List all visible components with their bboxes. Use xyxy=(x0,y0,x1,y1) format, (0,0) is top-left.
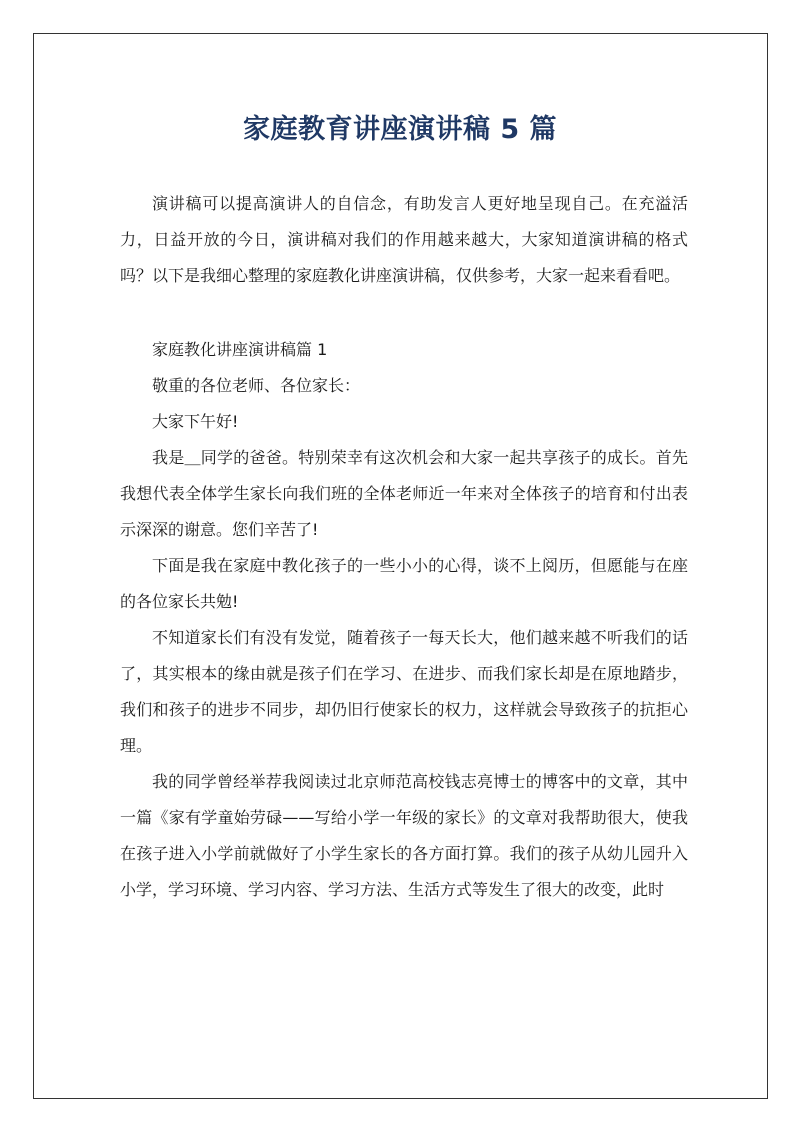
body-paragraph: 我是＿同学的爸爸。特别荣幸有这次机会和大家一起共享孩子的成长。首先我想代表全体学生家长向我们班的全体老师近一年来对全体孩子的培育和付出表示深深的谢意。您们辛苦了! xyxy=(120,448,688,539)
paragraph-spacer xyxy=(120,294,688,332)
section-heading: 家庭教化讲座演讲稿篇 1 xyxy=(152,340,328,359)
salutation: 敬重的各位老师、各位家长： xyxy=(152,376,361,395)
document-title: 家庭教育讲座演讲稿 5 篇 xyxy=(242,114,558,145)
body-paragraph: 我的同学曾经举荐我阅读过北京师范高校钱志亮博士的博客中的文章，其中一篇《家有学童始劳碌——写给小学一年级的家长》的文章对我帮助很大，使我在孩子进入小学前就做好了小学生家长的各方面打算。我们的孩子从幼儿园升入小学，学习环境、学习内容、学习方法、生活方式等发生了很大的改变，此时 xyxy=(120,772,688,899)
greeting: 大家下午好! xyxy=(152,412,239,431)
body-paragraph: 不知道家长们有没有发觉，随着孩子一每天长大，他们越来越不听我们的话了，其实根本的缘由就是孩子们在学习、在进步、而我们家长却是在原地踏步，我们和孩子的进步不同步，却仍旧行使家长的权力，这样就会导致孩子的抗拒心理。 xyxy=(120,628,688,755)
intro-paragraph: 演讲稿可以提高演讲人的自信念，有助发言人更好地呈现自己。在充溢活力，日益开放的今日，演讲稿对我们的作用越来越大，大家知道演讲稿的格式吗？以下是我细心整理的家庭教化讲座演讲稿，仅供参考，大家一起来看看吧。 xyxy=(120,194,688,285)
body-paragraph: 下面是我在家庭中教化孩子的一些小小的心得，谈不上阅历，但愿能与在座的各位家长共勉! xyxy=(120,556,688,611)
document-body xyxy=(120,186,688,908)
